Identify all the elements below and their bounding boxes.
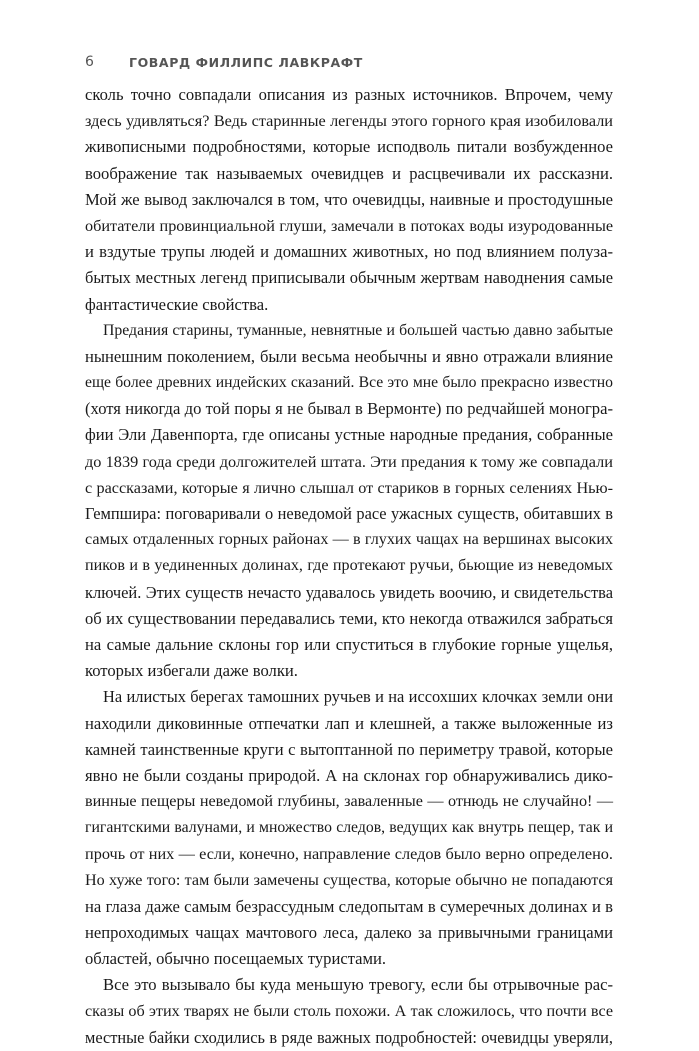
- text-line: воображение так называемых очевидцев и расцвечивали их рассказни.: [85, 163, 613, 183]
- text-line: Мой же вывод заключался в том, что очевидцы, наивные и простодушные: [85, 189, 613, 209]
- text-line: ключей. Этих существ нечасто удавалось увидеть воочию, и свидетельства: [85, 582, 613, 602]
- text-line: камней таинственные круги с вытоптанной по периметру травой, которые: [85, 739, 613, 759]
- text-line: и вздутые трупы людей и домашних животных, но под влиянием полуза-: [85, 242, 613, 262]
- text-line: фантастические свойства.: [85, 294, 269, 314]
- text-line: (хотя никогда до той поры я не бывал в Вермонте) по редчайшей моногра-: [85, 399, 613, 419]
- text-line: на глаза даже самым безрассудным следопытам в сумеречных долинах и в: [85, 896, 613, 916]
- text-line: Гемпшира: поговаривали о неведомой расе ужасных существ, обитавших в: [85, 504, 613, 523]
- text-line: явно не были созданы природой. А на склонах гор обнаруживались дико-: [85, 765, 613, 785]
- text-line: Все это вызывало бы куда меньшую тревогу, если бы отрывочные рас-: [103, 975, 613, 995]
- text-line: на самые дальние склоны гор или спуститься в глубокие горные ущелья,: [85, 634, 613, 654]
- page-number: 6: [85, 54, 94, 70]
- text-line: На илистых берегах тамошних ручьев и на иссохших клочках земли они: [103, 687, 613, 707]
- text-line: живописными подробностями, которые исподволь питали возбужденное: [85, 137, 613, 157]
- text-line: местные байки сходились в ряде важных подробностей: очевидцы уверяли,: [85, 1027, 613, 1047]
- text-line: непроходимых чащах мачтового леса, далеко за привычными границами: [85, 923, 613, 942]
- paragraph-3: [85, 684, 613, 972]
- text-line: сколь точно совпадали описания из разных источников. Впрочем, чему: [85, 85, 613, 104]
- text-line: винные пещеры неведомой глубины, заваленные — отнюдь не случайно! —: [85, 793, 613, 811]
- text-line: здесь удивляться? Ведь старинные легенды этого горного края изобиловали: [85, 112, 613, 131]
- text-line: пиков и в уединенных долинах, где протекают ручьи, бьющие из неведомых: [85, 557, 613, 575]
- paragraph-1: [85, 82, 613, 318]
- text-line: гигантскими валунами, и множество следов, ведущих как внутрь пещер, так и: [85, 819, 613, 837]
- text-line: фии Эли Давенпорта, где описаны устные народные предания, собранные: [85, 425, 613, 445]
- text-line: об их существовании передавались теми, кто некогда отважился забраться: [85, 608, 613, 628]
- text-line: самых отдаленных горных районах — в глухих чащах на вершинах высоких: [85, 531, 613, 549]
- text-line: еще более древних индейских сказаний. Все это мне было прекрасно известно: [85, 374, 613, 392]
- text-line: находили диковинные отпечатки лап и клешней, а также выложенные из: [85, 713, 613, 733]
- text-line: областей, обычно посещаемых туристами.: [85, 949, 387, 969]
- text-line: бытых местных легенд приписывали обычным жертвам наводнения самые: [85, 268, 613, 288]
- text-line: Предания старины, туманные, невнятные и большей частью давно забытые: [103, 321, 613, 339]
- text-line: сказы об этих тварях не были столь похожи. А так сложилось, что почти все: [85, 1002, 613, 1020]
- body-text: [85, 82, 613, 1051]
- paragraph-2: [85, 318, 613, 685]
- paragraph-4: [85, 972, 613, 1051]
- text-line: нынешним поколением, были весьма необычны и явно отражали влияние: [85, 346, 613, 366]
- running-head: [85, 54, 625, 76]
- running-head-author: ГОВАРД ФИЛЛИПС ЛАВКРАФТ: [129, 55, 363, 70]
- text-line: прочь от них — если, конечно, направление следов было верно определено.: [85, 845, 613, 864]
- text-line: до 1839 года среди долгожителей штата. Эти предания к тому же совпадали: [85, 452, 613, 471]
- text-line: с рассказами, которые я лично слышал от стариков в горных селениях Нью-: [85, 478, 613, 497]
- text-line: Но хуже того: там были замечены существа, которые обычно не попадаются: [85, 871, 613, 889]
- text-line: которых избегали даже волки.: [85, 661, 298, 681]
- text-line: обитатели провинциальной глуши, замечали в потоках воды изуродованные: [85, 216, 613, 235]
